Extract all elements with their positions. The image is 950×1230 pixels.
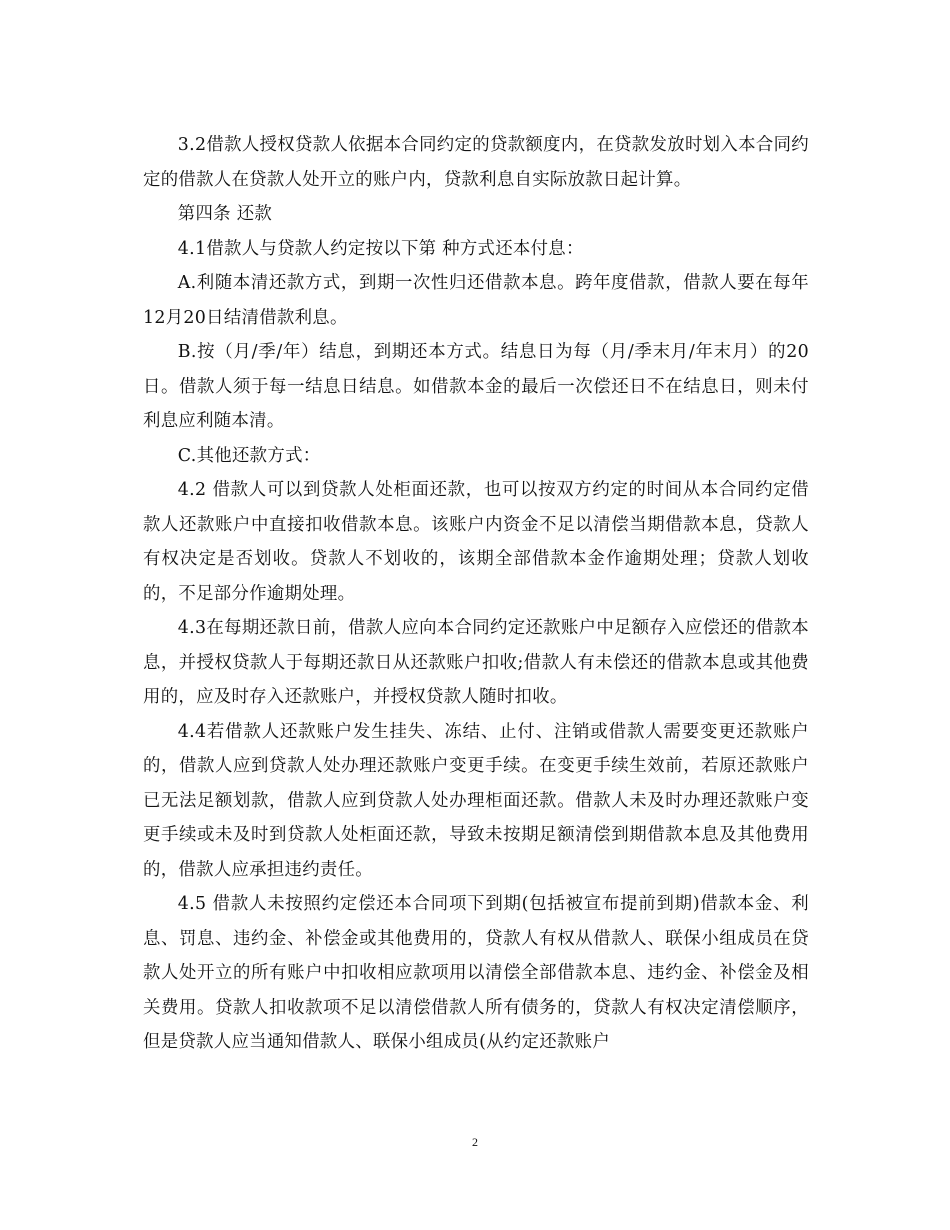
document-body (143, 128, 809, 1060)
paragraph-4-5: 4.5 借款人未按照约定偿还本合同项下到期(包括被宣布提前到期)借款本金、利息、罚息、违约金、补偿金或其他费用的，贷款人有权从借款人、联保小组成员在贷款人处开立的所有账户中扣收相应款项用以清偿全部借款本息、违约金、补偿金及相关费用。贷款人扣收款项不足以清偿借款人所有债务的，贷款人有权决定清偿顺序，但是贷款人应当通知借款人、联保小组成员(从约定还款账户 (143, 894, 809, 1052)
paragraph-3-2: 3.2借款人授权贷款人依据本合同约定的贷款额度内，在贷款发放时划入本合同约定的借款人在贷款人处开立的账户内，贷款利息自实际放款日起计算。 (143, 135, 809, 190)
paragraph-option-c: C.其他还款方式： (177, 445, 321, 466)
paragraph-4-2: 4.2 借款人可以到贷款人处柜面还款，也可以按双方约定的时间从本合同约定借款人还款账户中直接扣收借款本息。该账户内资金不足以清偿当期借款本息，贷款人有权决定是否划收。贷款人不划收的，该期全部借款本金作逾期处理；贷款人划收的，不足部分作逾期处理。 (143, 480, 809, 604)
section-heading-article-4: 第四条 还款 (177, 204, 273, 224)
paragraph-4-1: 4.1借款人与贷款人约定按以下第 种方式还本付息： (177, 238, 584, 259)
paragraph-4-4: 4.4若借款人还款账户发生挂失、冻结、止付、注销或借款人需要变更还款账户的，借款人应到贷款人处办理还款账户变更手续。在变更手续生效前，若原还款账户已无法足额划款，借款人应到贷款人处办理柜面还款。借款人未及时办理还款账户变更手续或未及时到贷款人处柜面还款，导致未按期足额清偿到期借款本息及其他费用的，借款人应承担违约责任。 (143, 721, 809, 880)
paragraph-option-a: A.利随本清还款方式，到期一次性归还借款本息。跨年度借款，借款人要在每年12月20日结清借款利息。 (143, 273, 809, 328)
paragraph-option-b: B.按（月/季/年）结息，到期还本方式。结息日为每（月/季末月/年末月）的20日。借款人须于每一结息日结息。如借款本金的最后一次偿还日不在结息日，则未付利息应利随本清。 (143, 342, 809, 431)
paragraph-4-3: 4.3在每期还款日前，借款人应向本合同约定还款账户中足额存入应偿还的借款本息，并授权贷款人于每期还款日从还款账户扣收;借款人有未偿还的借款本息或其他费用的，应及时存入还款账户，并授权贷款人随时扣收。 (143, 618, 809, 707)
page-number: 2 (472, 1135, 478, 1149)
